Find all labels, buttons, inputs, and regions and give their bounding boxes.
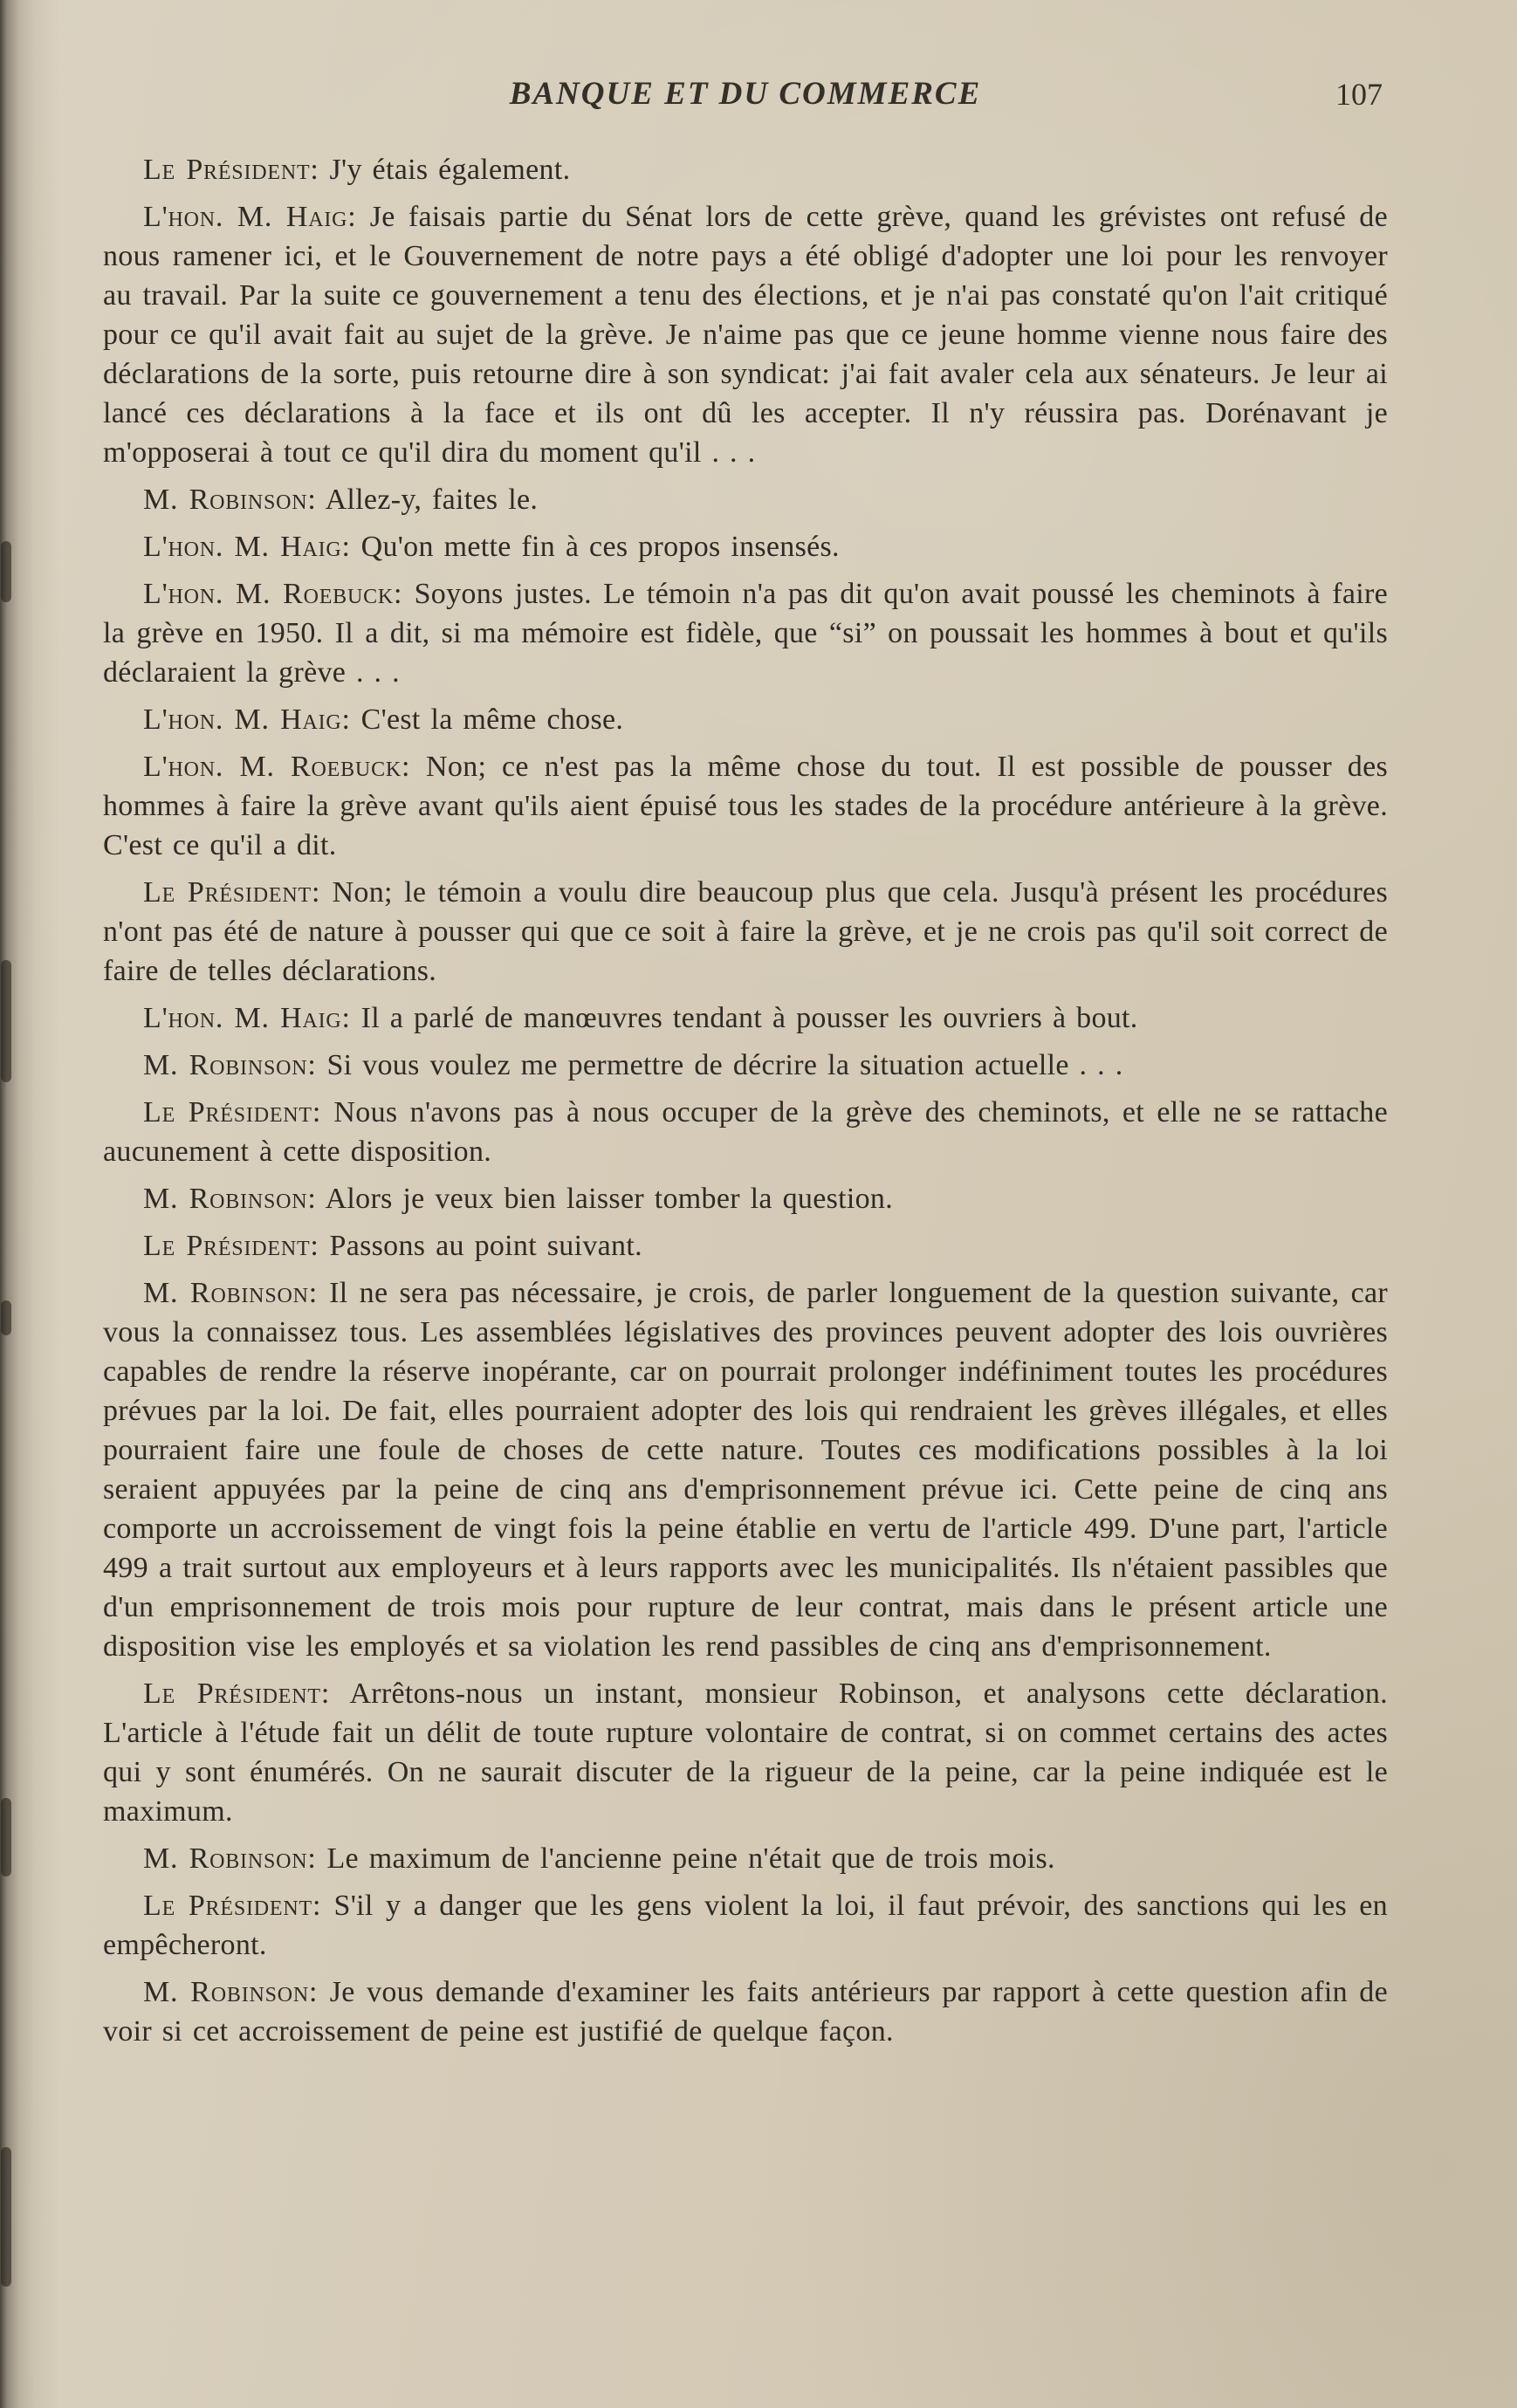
transcript-paragraph — [103, 747, 1388, 865]
edge-smudge — [1, 960, 11, 1082]
speaker-label: L'hon. M. Haig: — [143, 201, 357, 233]
transcript-paragraph — [103, 1226, 1388, 1266]
speech-text: J'y étais également. — [329, 154, 571, 186]
edge-smudge — [1, 1300, 11, 1335]
speaker-label: L'hon. M. Haig: — [143, 1002, 351, 1034]
speech-text: Il a parlé de manœuvres tendant à pousser les ouvriers à bout. — [360, 1002, 1138, 1034]
speaker-label: Le Président: — [143, 1890, 322, 1922]
speech-text: Allez-y, faites le. — [325, 484, 539, 516]
speech-text: Le maximum de l'ancienne peine n'était que de trois mois. — [326, 1842, 1055, 1875]
speech-text: Qu'on mette fin à ces propos insensés. — [360, 531, 840, 563]
binding-shadow — [0, 0, 61, 2408]
transcript-paragraph — [103, 1674, 1388, 1831]
speaker-label: L'hon. M. Haig: — [143, 703, 351, 736]
transcript-paragraph — [103, 574, 1388, 692]
speech-text: Soyons justes. Le témoin n'a pas dit qu'on avait poussé les cheminots à faire la grève en 1950. Il a dit, si ma mémoire est fidèle, que “si” on poussait les hommes à bout et qu'ils déclaraient la grève . . . — [103, 578, 1388, 689]
speaker-label: M. Robinson: — [143, 1842, 317, 1875]
page-content — [103, 75, 1388, 2059]
speech-text: Non; le témoin a voulu dire beaucoup plus que cela. Jusqu'à présent les procédures n'ont pas été de nature à pousser qui que ce soit à faire la grève, et je ne crois pas qu'il soit correct de faire de telles déclarations. — [103, 876, 1388, 987]
speaker-label: Le Président: — [143, 876, 321, 909]
speaker-label: M. Robinson: — [143, 1976, 319, 2008]
edge-smudge — [1, 541, 11, 602]
speech-text: S'il y a danger que les gens violent la loi, il faut prévoir, des sanctions qui les en empêcheront. — [103, 1890, 1388, 1961]
speech-text: Je vous demande d'examiner les faits antérieurs par rapport à cette question afin de voir si cet accroissement de peine est justifié de quelque façon. — [103, 1976, 1388, 2048]
speaker-label: Le Président: — [143, 1230, 319, 1262]
running-title: BANQUE ET DU COMMERCE — [509, 76, 982, 112]
transcript-paragraph — [103, 873, 1388, 991]
speech-text: Nous n'avons pas à nous occuper de la grève des cheminots, et elle ne se rattache aucunement à cette disposition. — [103, 1096, 1388, 1168]
speaker-label: M. Robinson: — [143, 1049, 317, 1081]
speech-text: Si vous voulez me permettre de décrire la situation actuelle . . . — [326, 1049, 1123, 1081]
transcript-paragraph — [103, 1839, 1388, 1878]
transcript-paragraph — [103, 480, 1388, 519]
transcript-paragraph — [103, 1273, 1388, 1666]
speech-text: Il ne sera pas nécessaire, je crois, de parler longuement de la question suivante, car vous la connaissez tous. Les assemblées législatives des provinces peuvent adopter des lois ouvrières capables de rendre la réserve inopérante, car on pourrait prolonger indéfiniment toutes les procédures prévues par la loi. De fait, elles pourraient adopter des lois qui rendraient les grèves illégales, et elles pourraient faire une foule de choses de cette nature. Toutes ces modifications possibles à la loi seraient appuyées par la peine de cinq ans d'emprisonnement prévue ici. Cette peine de cinq ans comporte un accroissement de vingt fois la peine établie en vertu de l'article 499. D'une part, l'article 499 a trait surtout aux employeurs et à leurs rapports avec les municipalités. Ils n'étaient passibles que d'un emprisonnement de trois mois pour rupture de leur contrat, mais dans le présent article une disposition vise les employés et sa violation les rend passibles de cinq ans d'emprisonnement. — [103, 1277, 1388, 1663]
speech-text: Non; ce n'est pas la même chose du tout. Il est possible de pousser des hommes à faire la grève avant qu'ils aient épuisé tous les stades de la procédure antérieure à la grève. C'est ce qu'il a dit. — [103, 751, 1388, 861]
speaker-label: Le Président: — [143, 154, 319, 186]
speaker-label: M. Robinson: — [143, 1183, 317, 1215]
speech-text: Passons au point suivant. — [329, 1230, 642, 1262]
speaker-label: M. Robinson: — [143, 484, 317, 516]
speech-text: Alors je veux bien laisser tomber la question. — [325, 1183, 894, 1215]
transcript-paragraph — [103, 150, 1388, 189]
transcript-paragraph — [103, 197, 1388, 472]
transcript-paragraph — [103, 998, 1388, 1038]
speaker-label: L'hon. M. Roebuck: — [143, 578, 403, 610]
speaker-label: Le Président: — [143, 1677, 331, 1710]
speech-text: Arrêtons-nous un instant, monsieur Robinson, et analysons cette déclaration. L'article à l'étude fait un délit de toute rupture volontaire de contrat, si on commet certains des actes qui y sont énumérés. On ne saurait discuter de la rigueur de la peine, car la peine indiquée est le maximum. — [103, 1677, 1388, 1828]
transcript-paragraph — [103, 700, 1388, 739]
transcript-paragraph — [103, 1972, 1388, 2051]
page-header — [103, 75, 1388, 120]
speaker-label: M. Robinson: — [143, 1277, 318, 1309]
edge-smudge — [1, 1798, 11, 1876]
transcript-paragraph — [103, 1179, 1388, 1218]
speech-text: Je faisais partie du Sénat lors de cette grève, quand les grévistes ont refusé de nous ramener ici, et le Gouvernement de notre pays a été obligé d'adopter une loi pour les renvoyer au travail. Par la suite ce gouvernement a tenu des élections, et je n'ai pas constaté qu'on l'ait critiqué pour ce qu'il avait fait au sujet de la grève. Je n'aime pas que ce jeune homme vienne nous faire des déclarations de la sorte, puis retourne dire à son syndicat: j'ai fait avaler cela aux sénateurs. Je leur ai lancé ces déclarations à la face et ils ont dû les accepter. Il n'y réussira pas. Dorénavant je m'opposerai à tout ce qu'il dira du moment qu'il . . . — [103, 201, 1388, 469]
transcript-paragraph — [103, 1093, 1388, 1171]
speaker-label: Le Président: — [143, 1096, 322, 1129]
transcript-paragraph — [103, 1886, 1388, 1965]
edge-smudge — [1, 2147, 11, 2287]
page-body — [103, 150, 1388, 2051]
transcript-paragraph — [103, 1046, 1388, 1085]
speaker-label: L'hon. M. Haig: — [143, 531, 351, 563]
page-number: 107 — [1335, 77, 1383, 112]
speaker-label: L'hon. M. Roebuck: — [143, 751, 411, 783]
transcript-paragraph — [103, 527, 1388, 566]
speech-text: C'est la même chose. — [360, 703, 624, 736]
